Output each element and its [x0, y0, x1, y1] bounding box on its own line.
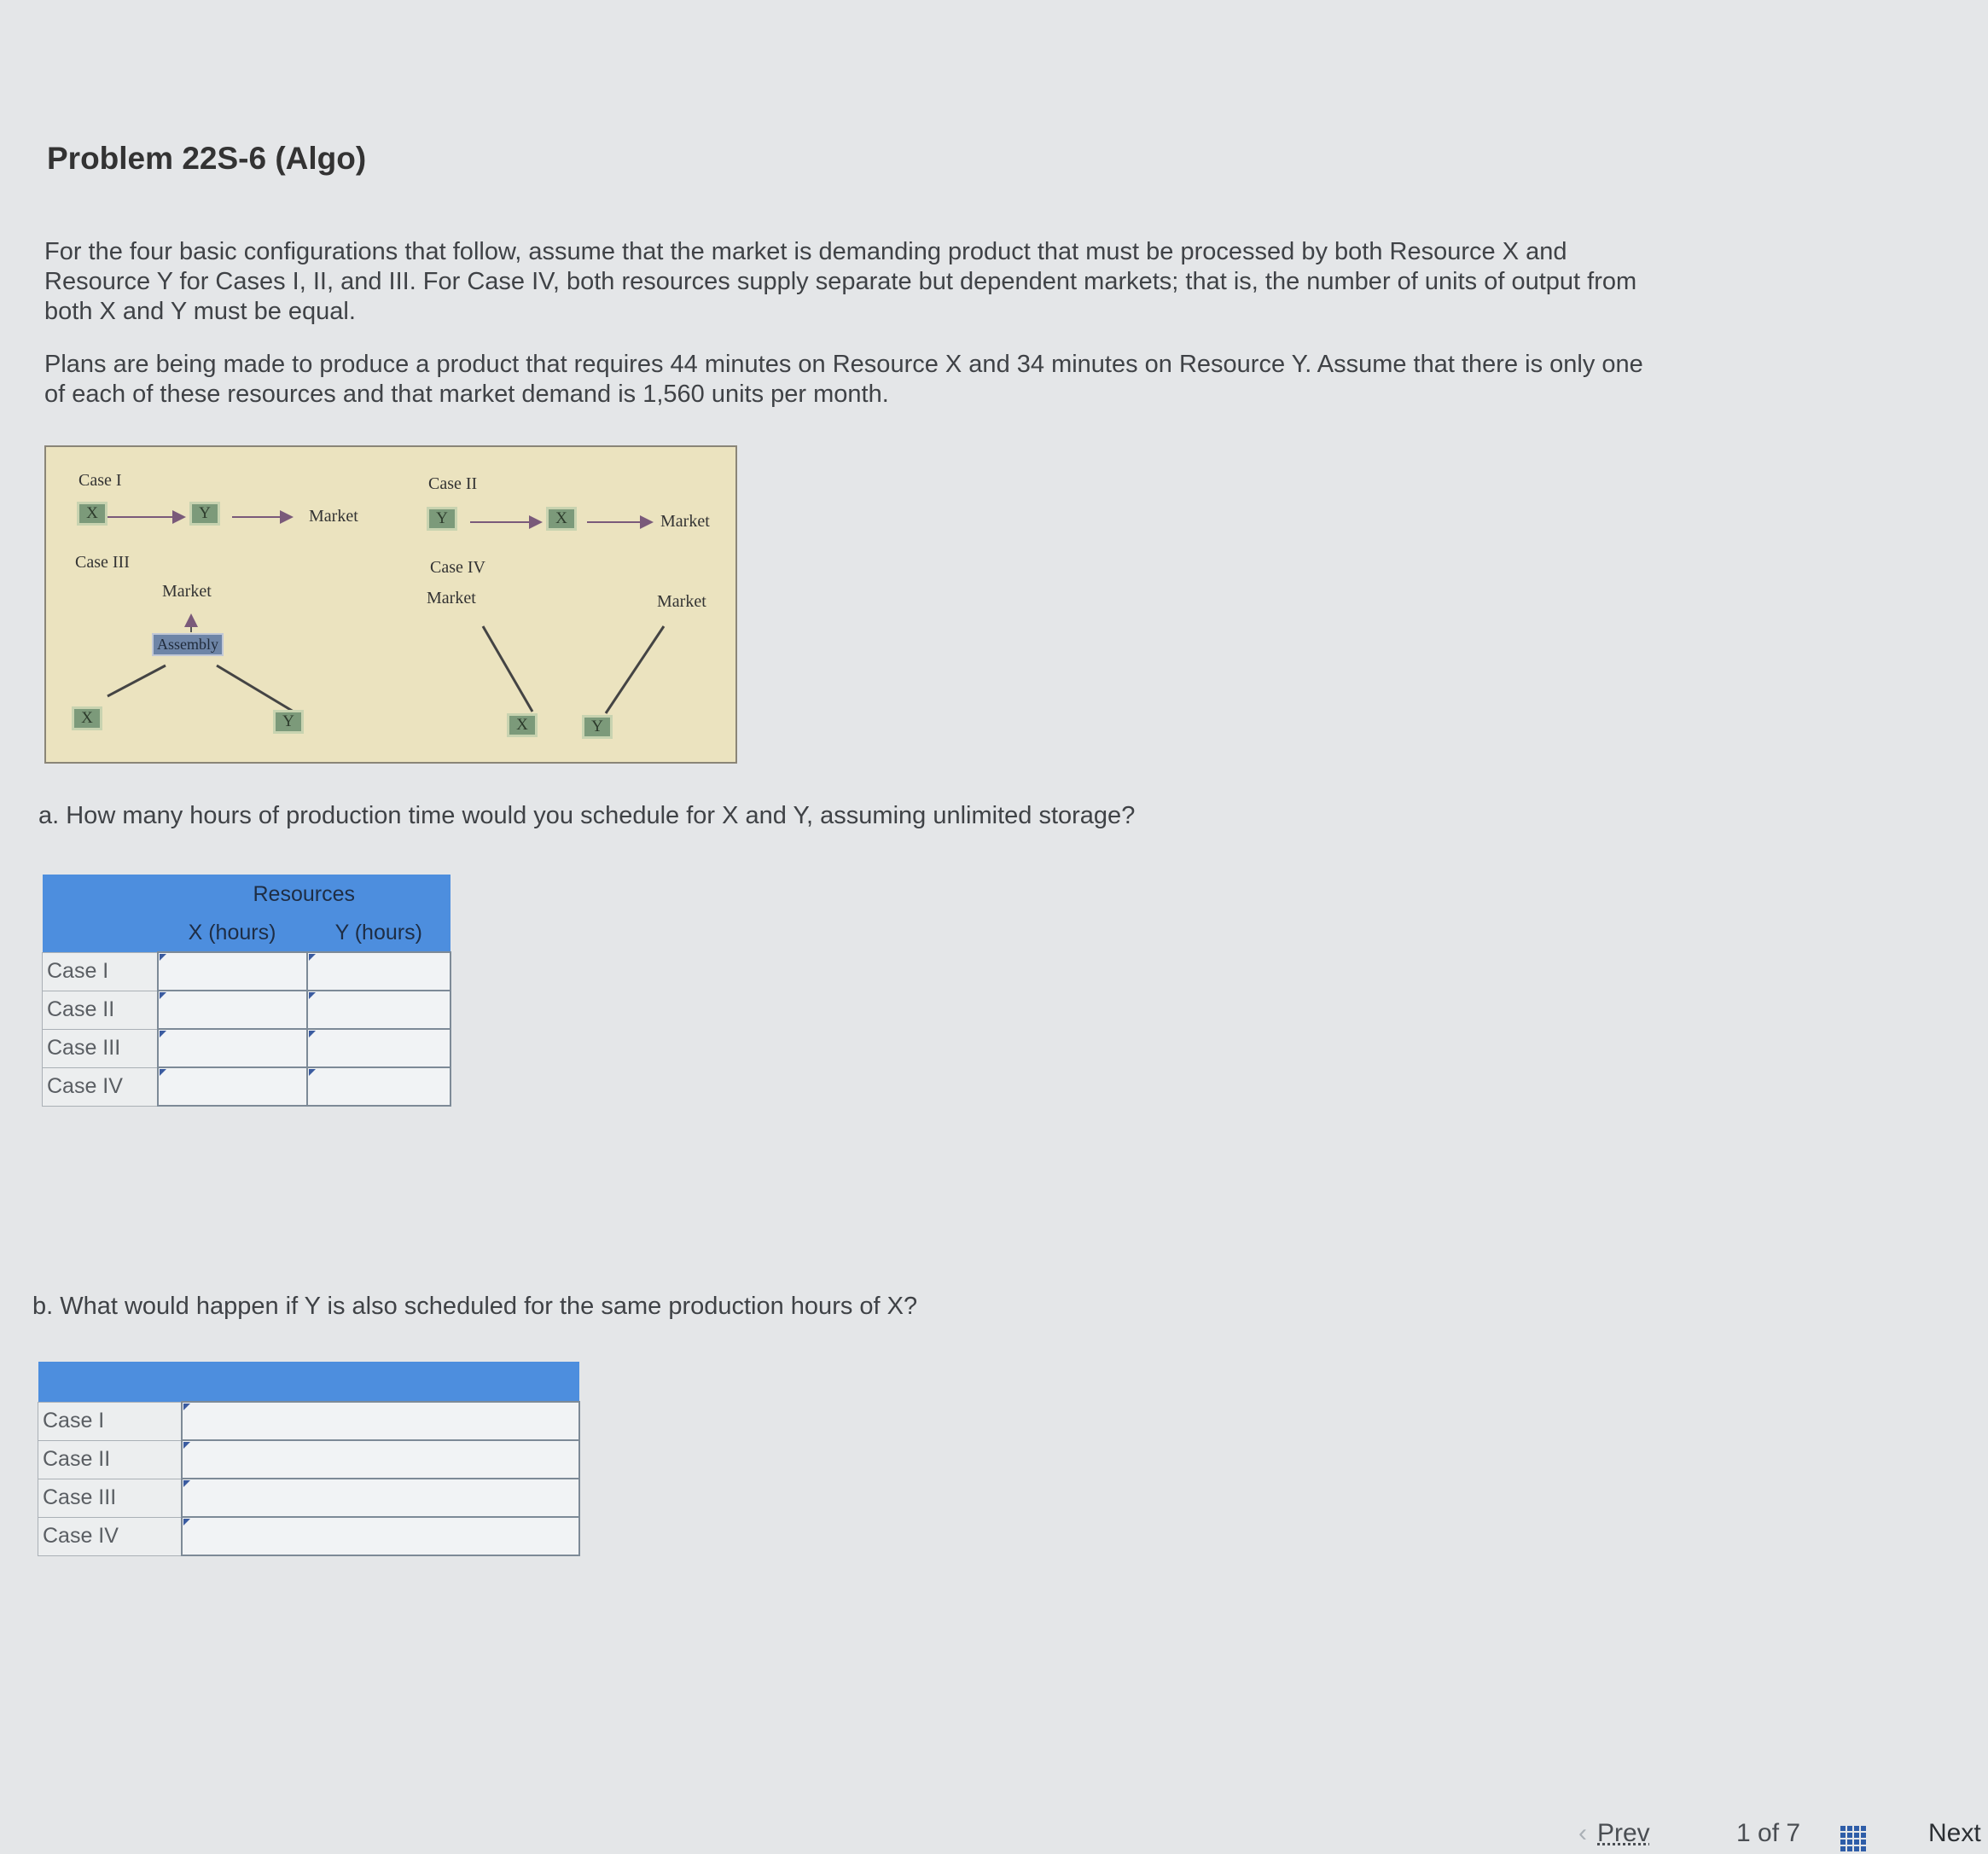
case-3-answer-select[interactable]	[182, 1479, 579, 1517]
table-row	[43, 1067, 451, 1106]
problem-title: Problem 22S-6 (Algo)	[47, 141, 367, 176]
prev-label: Prev	[1597, 1819, 1650, 1847]
table-a-header-x: X (hours)	[158, 914, 307, 952]
table-row	[38, 1440, 580, 1479]
problem-paragraph-1: For the four basic configurations that follow, assume that the market is demanding product that must be processed by both Resource X and Resource Y for Cases I, II, and III. For Case IV, both resources supply separate but dependent markets; that is, the number of units of output from both X and Y must be equal.	[44, 238, 1637, 325]
chevron-left-icon: ‹	[1578, 1819, 1587, 1847]
case-2-resource-x: X	[546, 507, 577, 531]
case-4-label: Case IV	[430, 558, 485, 577]
table-row	[43, 1029, 451, 1067]
case-2-market: Market	[660, 512, 710, 531]
case-1-resource-y: Y	[189, 502, 220, 526]
case-4-market-x: Market	[427, 589, 476, 607]
table-a-header-resources: Resources	[158, 875, 451, 914]
page-current: 1	[1736, 1819, 1751, 1847]
diagram-arrows	[46, 447, 739, 765]
case-1-y-hours-input[interactable]	[307, 952, 451, 991]
prev-button[interactable]	[1578, 1819, 1650, 1848]
page-of: of	[1758, 1819, 1780, 1847]
case-3-resource-x: X	[72, 706, 102, 730]
case-4-resource-y: Y	[582, 715, 613, 739]
case-4-y-hours-input[interactable]	[307, 1067, 451, 1106]
case-1-label: Case I	[78, 471, 122, 490]
row-label: Case II	[38, 1440, 183, 1479]
table-row	[38, 1402, 580, 1440]
answer-table-a	[42, 875, 451, 1107]
table-a-header-y: Y (hours)	[307, 914, 451, 952]
question-a: a. How many hours of production time would you schedule for X and Y, assuming unlimited storage?	[38, 802, 1136, 829]
page-total: 7	[1786, 1819, 1801, 1847]
table-row	[43, 991, 451, 1029]
case-4-market-y: Market	[657, 592, 706, 611]
table-b-header	[38, 1362, 580, 1402]
table-a-header-blank	[43, 914, 158, 952]
case-3-x-hours-input[interactable]	[158, 1029, 307, 1067]
case-2-answer-select[interactable]	[182, 1440, 579, 1479]
answer-table-b	[38, 1362, 580, 1556]
case-1-market: Market	[309, 507, 358, 526]
case-3-y-hours-input[interactable]	[307, 1029, 451, 1067]
case-3-resource-y: Y	[273, 710, 304, 734]
case-3-market: Market	[162, 582, 212, 601]
case-2-y-hours-input[interactable]	[307, 991, 451, 1029]
case-2-label: Case II	[428, 474, 478, 493]
case-2-resource-y: Y	[427, 507, 457, 531]
case-4-x-hours-input[interactable]	[158, 1067, 307, 1106]
case-1-resource-x: X	[77, 502, 108, 526]
configuration-diagram	[44, 445, 737, 764]
problem-paragraph-2: Plans are being made to produce a product that requires 44 minutes on Resource X and 34 minutes on Resource Y. Assume that there is only one of each of these resources and that market demand is 1,560 units per month.	[44, 351, 1643, 408]
row-label: Case I	[43, 952, 158, 991]
case-4-answer-select[interactable]	[182, 1517, 579, 1555]
next-button[interactable]: Next	[1928, 1819, 1981, 1847]
table-row	[38, 1479, 580, 1517]
case-4-resource-x: X	[507, 713, 538, 737]
question-b: b. What would happen if Y is also scheduled for the same production hours of X?	[32, 1293, 918, 1320]
row-label: Case III	[43, 1029, 158, 1067]
case-1-x-hours-input[interactable]	[158, 952, 307, 991]
case-1-answer-select[interactable]	[182, 1402, 579, 1440]
case-3-label: Case III	[75, 553, 130, 572]
row-label: Case I	[38, 1402, 183, 1440]
row-label: Case IV	[43, 1067, 158, 1106]
table-row	[43, 952, 451, 991]
row-label: Case II	[43, 991, 158, 1029]
case-3-assembly: Assembly	[152, 633, 224, 656]
table-row	[38, 1517, 580, 1555]
table-a-header-corner	[43, 875, 158, 914]
row-label: Case III	[38, 1479, 183, 1517]
page-indicator	[1736, 1819, 1800, 1848]
grid-icon[interactable]	[1839, 1824, 1866, 1851]
case-2-x-hours-input[interactable]	[158, 991, 307, 1029]
row-label: Case IV	[38, 1517, 183, 1555]
